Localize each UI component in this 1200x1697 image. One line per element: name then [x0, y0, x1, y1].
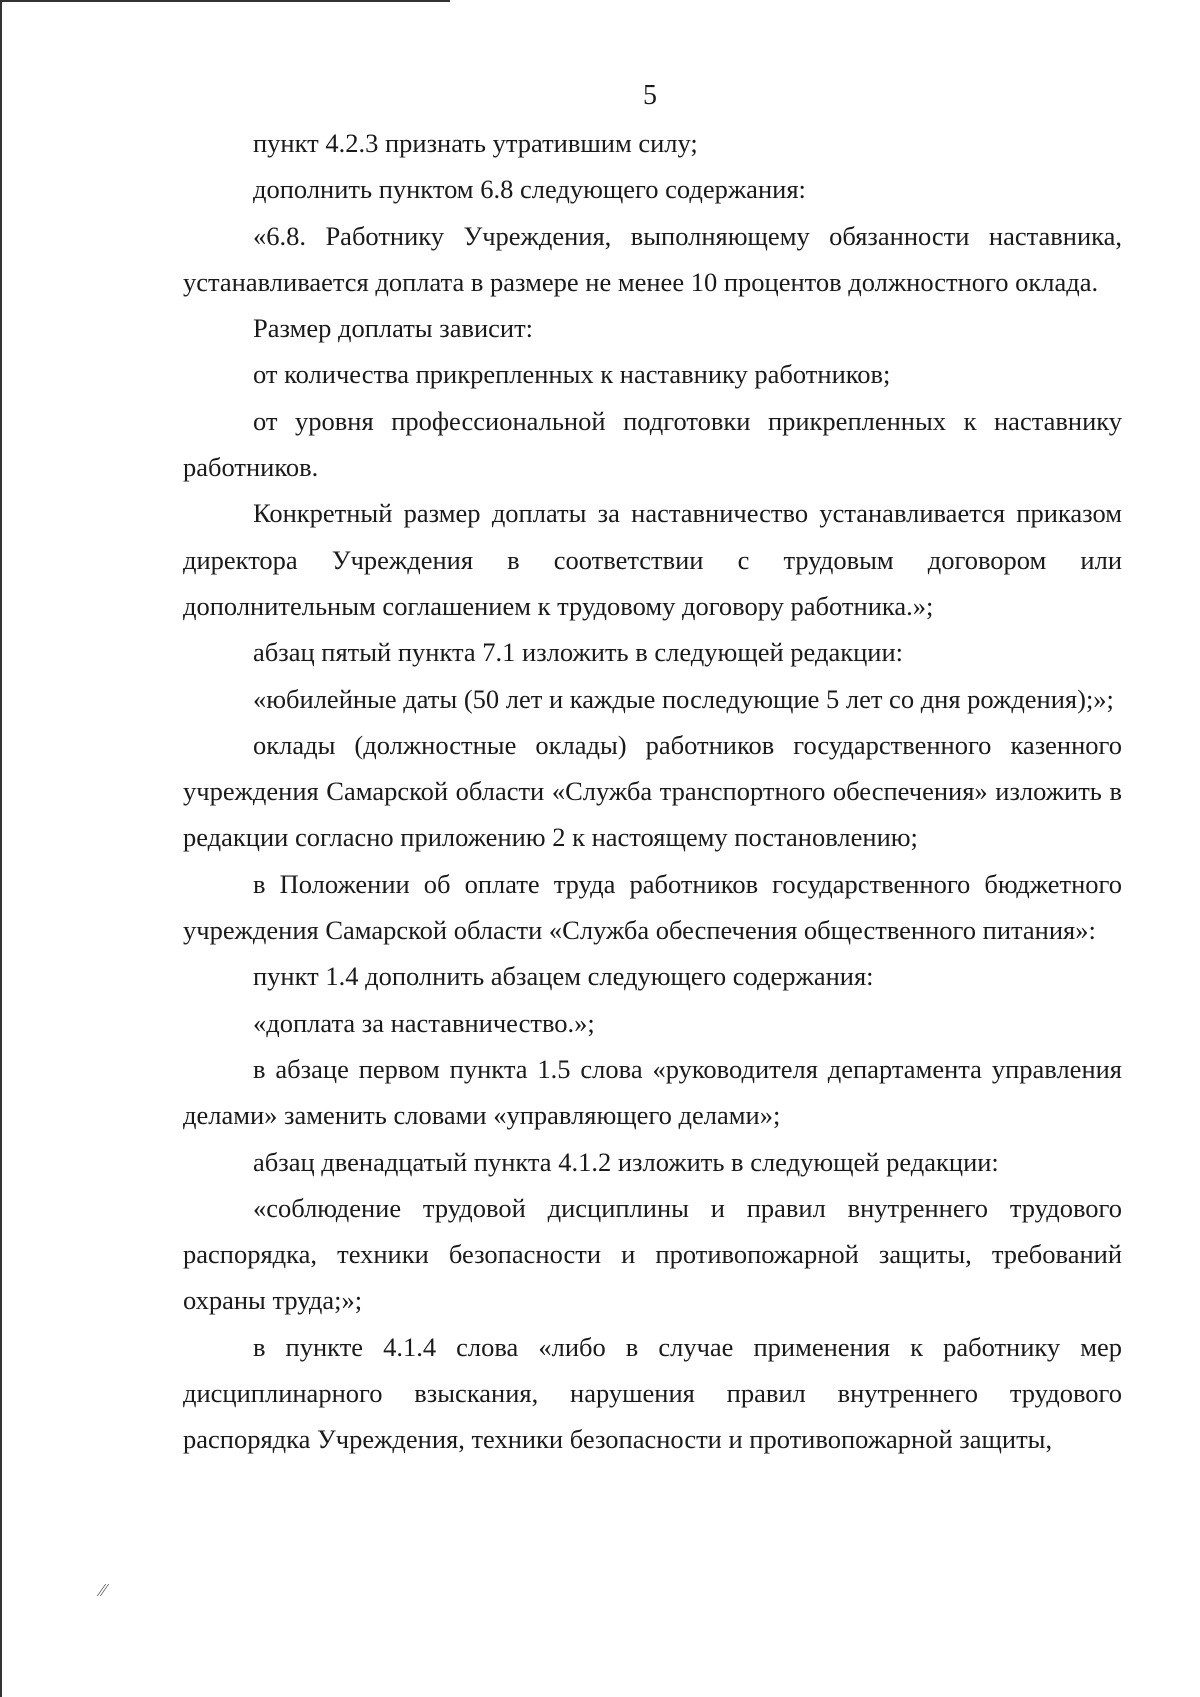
document-body: [183, 120, 1122, 1463]
paragraph: «6.8. Работнику Учреждения, выполняющему обязанности наставника, устанавливается доплата в размере не менее 10 процентов должностного оклада.: [183, 220, 1122, 297]
paragraph: «доплата за наставничество.»;: [253, 1007, 595, 1038]
paragraph: абзац пятый пункта 7.1 изложить в следующей редакции:: [253, 637, 904, 668]
paragraph: «соблюдение трудовой дисциплины и правил внутреннего трудового распорядка, техники безопасности и противопожарной защиты, требований охраны труда;»;: [183, 1192, 1122, 1316]
scan-edge-left: [0, 0, 2, 1697]
page-number: 5: [643, 80, 657, 111]
paragraph: оклады (должностные оклады) работников государственного казенного учреждения Самарской области «Служба транспортного обеспечения» изложить в редакции согласно приложению 2 к настоящему постановлению;: [183, 729, 1122, 853]
paragraph: пункт 4.2.3 признать утратившим силу;: [253, 128, 698, 158]
paragraph: Конкретный размер доплаты за наставничество устанавливается приказом директора Учреждения в соответствии с трудовым договором или дополнительным соглашением к трудовому договору работника.»;: [183, 498, 1122, 621]
scan-artifact-marks: ⁄⁄: [100, 1580, 107, 1600]
paragraph: дополнить пунктом 6.8 следующего содержания:: [253, 174, 806, 205]
paragraph: в абзаце первом пункта 1.5 слова «руководителя департамента управления делами» заменить словами «управляющего делами»;: [183, 1053, 1122, 1131]
paragraph: пункт 1.4 дополнить абзацем следующего содержания:: [253, 961, 874, 992]
paragraph: от количества прикрепленных к наставнику работников;: [253, 359, 891, 390]
paragraph: абзац двенадцатый пункта 4.1.2 изложить в следующей редакции:: [253, 1146, 999, 1177]
paragraph: в пункте 4.1.4 слова «либо в случае применения к работнику мер дисциплинарного взыскания, нарушения правил внутреннего трудового распорядка Учреждения, техники безопасности и противопожарной защиты,: [183, 1331, 1122, 1455]
paragraph: «юбилейные даты (50 лет и каждые последующие 5 лет со дня рождения);»;: [253, 683, 1114, 714]
scan-edge-top: [0, 0, 450, 2]
paragraph: Размер доплаты зависит:: [253, 313, 534, 344]
paragraph: в Положении об оплате труда работников государственного бюджетного учреждения Самарской области «Служба обеспечения общественного питания»:: [183, 868, 1122, 946]
paragraph: от уровня профессиональной подготовки прикрепленных к наставнику работников.: [183, 405, 1122, 483]
